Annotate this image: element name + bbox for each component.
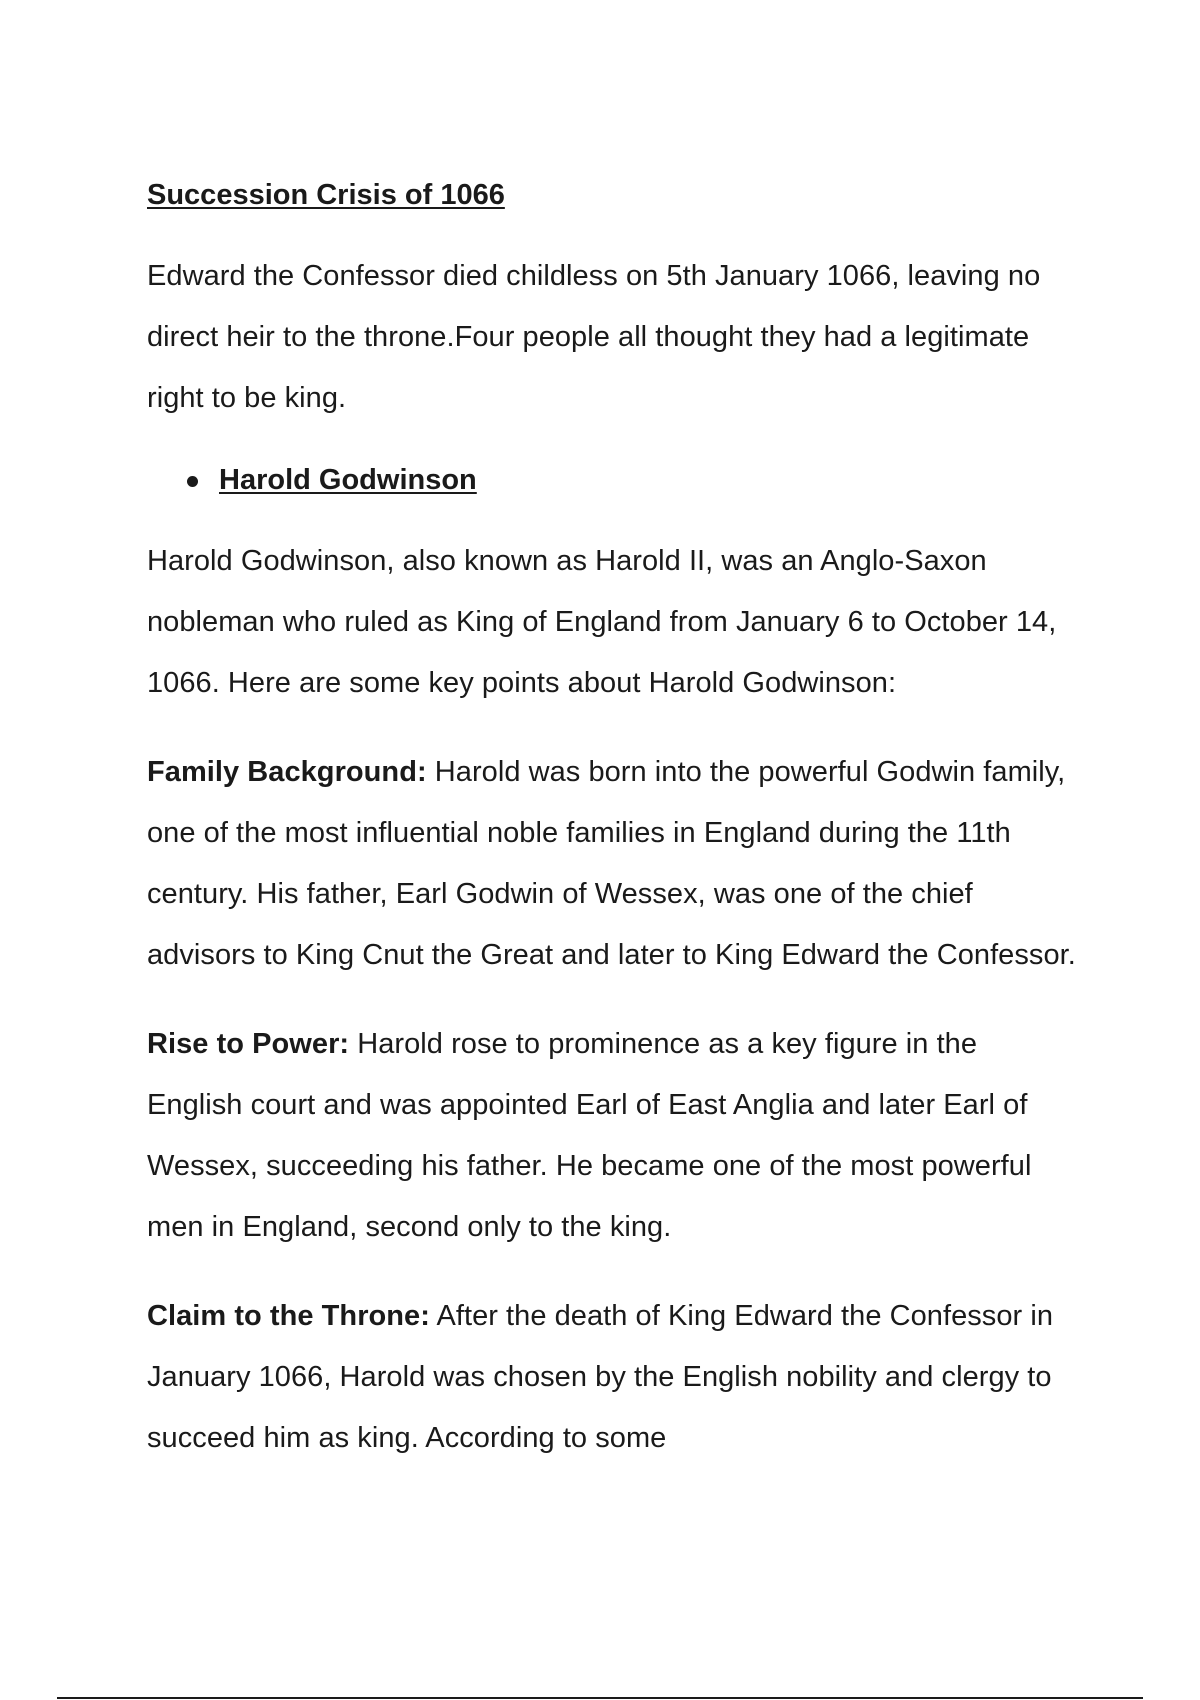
section-claim-to-throne bbox=[147, 1286, 1077, 1469]
overview-paragraph: Harold Godwinson, also known as Harold II, was an Anglo-Saxon nobleman who ruled as King of England from January 6 to October 14, 1066. Here are some key points about Harold Godwinson: bbox=[147, 545, 1057, 699]
section-term: Rise to Power: bbox=[147, 1028, 350, 1060]
list-item bbox=[147, 457, 1077, 503]
bullet-icon bbox=[187, 476, 198, 487]
document-body bbox=[147, 172, 1077, 1497]
page-title: Succession Crisis of 1066 bbox=[147, 179, 505, 211]
section-text: After the death of King Edward the Confessor in January 1066, Harold was chosen by the English nobility and clergy to succeed him as king. According to some bbox=[147, 1300, 1054, 1454]
section-text: Harold rose to prominence as a key figure in the English court and was appointed Earl of East Anglia and later Earl of Wessex, succeeding his father. He became one of the most powerful men in England, second only to the king. bbox=[147, 1028, 1032, 1243]
section-term: Claim to the Throne: bbox=[147, 1300, 430, 1332]
section-family-background bbox=[147, 742, 1077, 986]
intro-paragraph: Edward the Confessor died childless on 5th January 1066, leaving no direct heir to the throne.Four people all thought they had a legitimate right to be king. bbox=[147, 260, 1041, 414]
section-term: Family Background: bbox=[147, 756, 427, 788]
section-rise-to-power bbox=[147, 1014, 1077, 1258]
section-text: Harold was born into the powerful Godwin family, one of the most influential noble families in England during the 11th century. His father, Earl Godwin of Wessex, was one of the chief advisors to King Cnut the Great and later to King Edward the Confessor. bbox=[147, 756, 1076, 971]
claimant-heading: Harold Godwinson bbox=[219, 464, 477, 496]
claimant-list bbox=[147, 457, 1077, 503]
footer-divider bbox=[57, 1697, 1143, 1699]
